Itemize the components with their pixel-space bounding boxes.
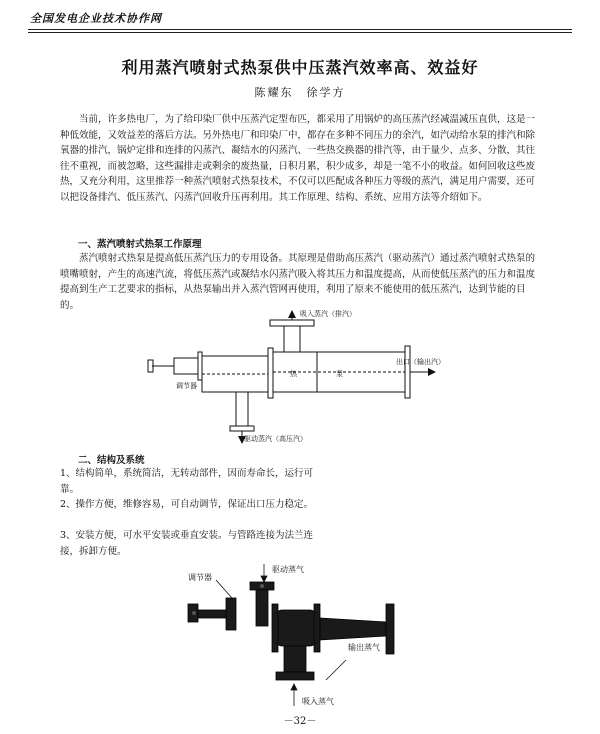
- suction-flange: [270, 320, 314, 326]
- intro-paragraph: 当前，许多热电厂，为了给印染厂供中压蒸汽定型布匹，都采用了用锅炉的高压蒸汽经减温减压直供，这是一种低效能，又效益差的落后方法。另外热电厂和印染厂中，都存在多种不同压力的余汽，如汽动给水泵的排汽和除氧器的排汽，锅炉定排和连排的闪蒸汽、凝结水的闪蒸汽、一些热交换器的排汽等，由于量少、点多、分散，其往往不重视，而被忽略，这些漏排走或剩余的废热量，日积月累，积少成多，却是一笔不小的收益。如何回收这些废热，又充分利用，这里推荐一种蒸汽喷射式热泵技术，不仅可以匹配成各种压力等级的蒸汽，满足用户需要，还可以把设备排汽、低压蒸汽、闪蒸汽回收升压再利用。其工作原理、结构、系统、应用方法等介绍如下。: [60, 114, 536, 203]
- list-item: 3、安装方便，可水平安装或垂直安装。与管路连接为法兰连接，拆卸方便。: [60, 530, 314, 557]
- outlet-flange: [405, 346, 410, 398]
- regulator-housing: [174, 358, 198, 374]
- header-rule: [28, 29, 572, 30]
- figure-1-schematic: [140, 308, 480, 446]
- section-1-heading: 一、蒸汽喷射式热泵工作原理: [78, 239, 202, 250]
- outlet-label: 出口（输出汽）: [396, 358, 445, 366]
- body-label-b: 泵: [336, 370, 343, 378]
- chamber-flange: [268, 348, 273, 398]
- article-authors: 陈耀东 徐学方: [254, 86, 346, 99]
- photo-drive-label: 驱动蒸气: [272, 565, 304, 574]
- drive-label: 驱动蒸汽（高压汽）: [244, 435, 307, 443]
- header-rule-secondary: [28, 32, 572, 33]
- list-item: 2、操作方便，维修容易，可自动调节，保证出口压力稳定。: [60, 499, 314, 510]
- list-item: 1、结构简单，系统简洁，无转动部件，因而寿命长，运行可靠。: [60, 468, 314, 495]
- regulator-flange: [198, 352, 202, 380]
- suction-arrow-icon: [291, 684, 297, 690]
- photo-regulator-label: 调节器: [188, 573, 212, 582]
- outlet-flange-photo: [386, 604, 394, 654]
- page-number: －32－: [283, 716, 317, 727]
- section-2-heading: 二、结构及系统: [78, 455, 145, 466]
- section-1-paragraph: 蒸汽喷射式热泵是提高低压蒸汽压力的专用设备。其原理是借助高压蒸汽（驱动蒸汽）通过蒸汽喷射式热泵的喷嘴喷射，产生的高速汽流，将低压蒸汽或凝结水闪蒸汽吸入将其压力和温度提高，从而使低压蒸汽的压力和温度提高到生产工艺要求的指标，从热泵输出并入蒸汽管网再使用，利用了原来不能使用的低压蒸汽，达到节能的目的。: [60, 253, 536, 311]
- body-label-a: 热: [290, 370, 297, 378]
- regulator-label: 调节器: [176, 382, 197, 390]
- pump-body: [276, 610, 316, 646]
- drive-arrow-icon: [261, 576, 267, 582]
- drive-flange: [230, 426, 254, 431]
- photo-suction-label: 吸入蒸气: [302, 697, 334, 706]
- article-title: 利用蒸汽喷射式热泵供中压蒸汽效率高、效益好: [121, 58, 479, 77]
- journal-header: 全国发电企业技术协作网: [30, 12, 162, 25]
- suction-label: 吸入蒸汽（排汽）: [300, 310, 356, 318]
- photo-output-label: 输出蒸气: [348, 643, 380, 652]
- figure-2-photo: [176, 560, 436, 706]
